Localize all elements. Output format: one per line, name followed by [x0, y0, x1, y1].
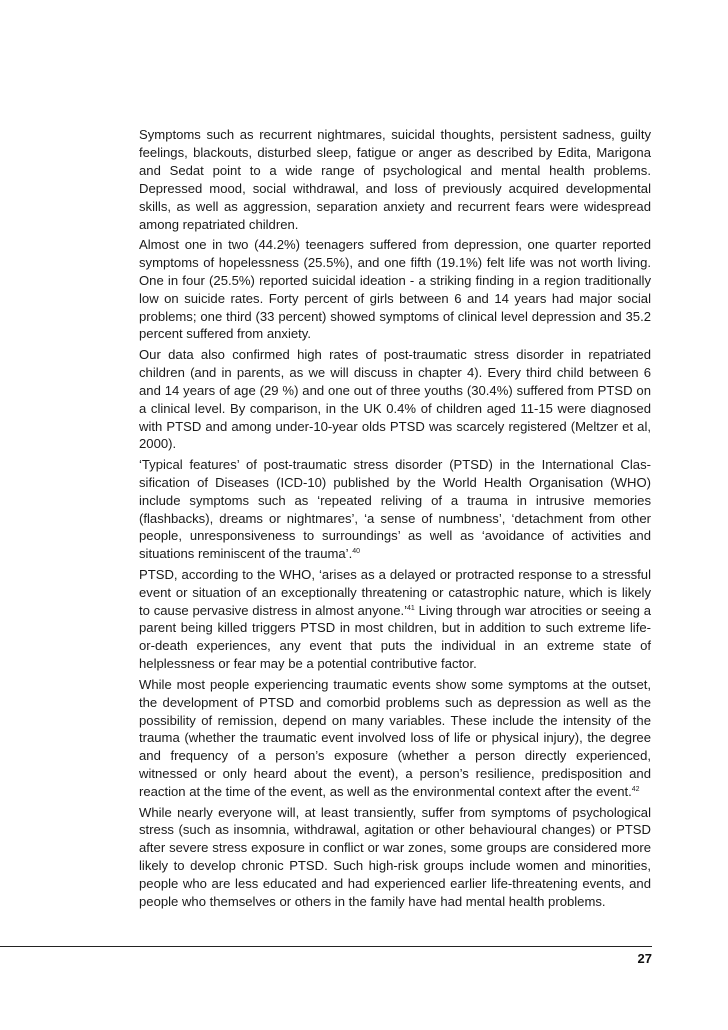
paragraph-text: PTSD, according to the WHO, ‘arises as a delayed or protracted response to a stressful event or situation of an exceptionally threatening or catastrophic nature, which is likely to cause pervasive distress in almost anyone.’ — [139, 566, 651, 618]
paragraph-depression-rates — [139, 236, 651, 343]
paragraph-who-definition — [139, 566, 651, 673]
paragraph-variables — [139, 676, 651, 801]
paragraph-text: While most people experiencing traumatic events show some symptoms at the outset, the development of PTSD and comorbid problems such as depression as well as the possibility of remission, depend on many variables. These include the intensity of the trauma (whether the traumatic event involved loss of life or physical injury), the degree and frequency of a person’s exposure (whether a person directly experienced, witnessed or only heard about the event), a person’s resilience, predisposition and reaction at the time of the event, as well as the environmental context after the event. — [139, 676, 651, 800]
paragraph-high-risk-groups — [139, 804, 651, 911]
body-text — [139, 126, 651, 913]
footer-rule — [0, 946, 652, 947]
paragraph-icd10-features — [139, 456, 651, 563]
paragraph-text: Our data also confirmed high rates of post-traumatic stress disorder in repatriated children (and in parents, as we will discuss in chapter 4). Every third child between 6 and 14 years of age (29 %) and one out of three youths (30.4%) suffered from PTSD on a clinical level. By comparison, in the UK 0.4% of children aged 11-15 were diagnosed with PTSD and among under-10-year olds PTSD was scarcely registered (Meltzer et al, 2000). — [139, 346, 651, 452]
footnote-ref-41: 41 — [407, 604, 415, 612]
paragraph-text-continued: Living through war atrocities or seeing a parent being killed triggers PTSD in most children, but in addition to such extreme life-or-death experiences, any event that puts the individual in an extreme state of helplessness or fear may be a potential contributive factor. — [139, 602, 651, 672]
paragraph-text: Symptoms such as recurrent nightmares, suicidal thoughts, persistent sadness, guilty feelings, blackouts, disturbed sleep, fatigue or anger as described by Edita, Marigona and Sedat point to a wide range of psychological and mental health problems. Depressed mood, social withdrawal, and loss of previously acquired developmental skills, as well as aggression, separation anxiety and recurrent fears were widespread among repatriated children. — [139, 127, 651, 232]
footnote-ref-40: 40 — [352, 548, 361, 556]
footnote-ref-42: 42 — [631, 786, 640, 794]
paragraph-text: While nearly everyone will, at least transiently, suffer from symptoms of psychological stress (such as insomnia, withdrawal, agitation or other behavioural changes) or PTSD after severe stress exposure in conflict or war zones, some groups are considered more likely to develop chronic PTSD. Such high-risk groups include women and minorities, people who are less educated and had experienced earlier life-threatening events, and people who themselves or others in the family have had mental health problems. — [139, 804, 651, 910]
page-number: 27 — [637, 951, 652, 966]
paragraph-ptsd-rates — [139, 346, 651, 453]
paragraph-symptoms — [139, 126, 651, 233]
paragraph-text: ‘Typical features’ of post-traumatic stress disorder (PTSD) in the International Classification of Diseases (ICD-10) published by the World Health Organisation (WHO) include symptoms such as ‘repeated reliving of a trauma in intrusive memories (flashbacks), dreams or nightmares’, ‘a sense of numbness’, ‘detachment from other people, unresponsiveness to surroundings’ as well as ‘avoidance of activities and situations reminiscent of the trauma’. — [139, 456, 651, 562]
paragraph-text: Almost one in two (44.2%) teenagers suffered from depression, one quarter reported symptoms of hopelessness (25.5%), and one fifth (19.1%) felt life was not worth living. One in four (25.5%) reported suicidal ideation - a striking finding in a region traditionally low on suicide rates. Forty percent of girls between 6 and 14 years had major social problems; one third (33 percent) showed symptoms of clinical level depression and 35.2 percent suffered from anxiety. — [139, 236, 651, 342]
